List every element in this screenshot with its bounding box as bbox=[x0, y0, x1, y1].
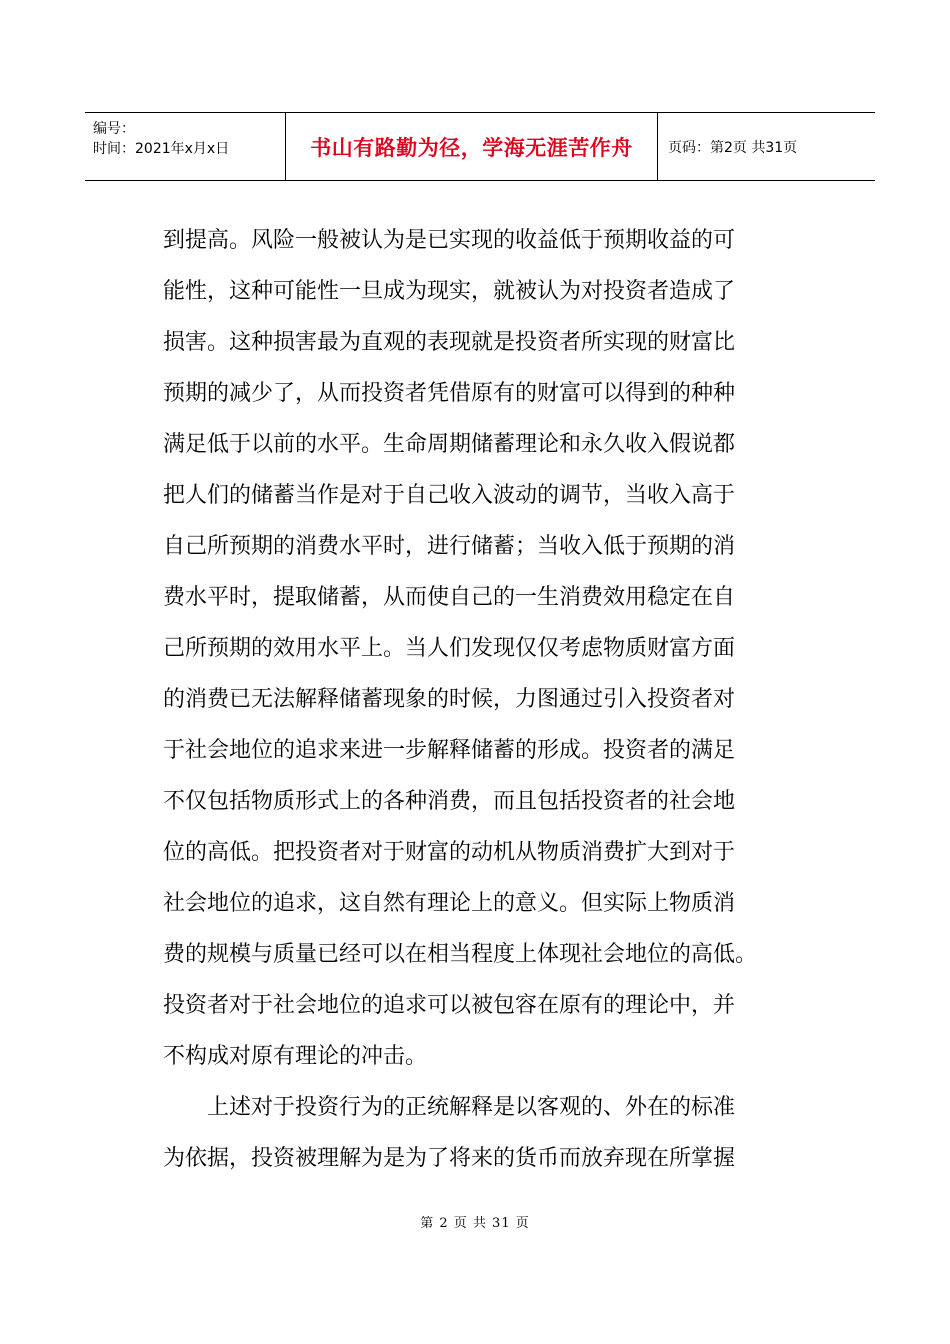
date-label: 时间：2021年x月x日 bbox=[93, 141, 230, 157]
text-line: 自己所预期的消费水平时，进行储蓄；当收入低于预期的消 bbox=[163, 534, 736, 559]
text-line: 把人们的储蓄当作是对于自己收入波动的调节，当收入高于 bbox=[163, 483, 736, 508]
text-line: 的消费已无法解释储蓄现象的时候，力图通过引入投资者对 bbox=[163, 687, 736, 712]
text-line: 满足低于以前的水平。生命周期储蓄理论和永久收入假说都 bbox=[163, 432, 736, 457]
text-line: 预期的减少了，从而投资者凭借原有的财富可以得到的种种 bbox=[163, 381, 736, 406]
header-table bbox=[85, 112, 875, 181]
header-page-info: 页码：第2页 共31页 bbox=[668, 139, 798, 156]
text-line: 为依据，投资被理解为是为了将来的货币而放弃现在所掌握 bbox=[163, 1146, 736, 1171]
number-label: 编号： bbox=[93, 121, 135, 137]
text-line: 费水平时，提取储蓄，从而使自己的一生消费效用稳定在自 bbox=[163, 585, 736, 610]
header-motto: 书山有路勤为径，学海无涯苦作舟 bbox=[286, 113, 658, 180]
text-line: 社会地位的追求，这自然有理论上的意义。但实际上物质消 bbox=[163, 891, 736, 916]
body-text bbox=[163, 215, 803, 1184]
text-line: 己所预期的效用水平上。当人们发现仅仅考虑物质财富方面 bbox=[163, 636, 736, 661]
text-line: 不构成对原有理论的冲击。 bbox=[163, 1044, 428, 1069]
text-line: 到提高。风险一般被认为是已实现的收益低于预期收益的可 bbox=[163, 228, 736, 253]
text-line: 位的高低。把投资者对于财富的动机从物质消费扩大到对于 bbox=[163, 840, 736, 865]
header-meta-cell bbox=[85, 113, 286, 180]
text-line: 费的规模与质量已经可以在相当程度上体现社会地位的高低。 bbox=[163, 942, 758, 967]
paragraph-first-line: 上述对于投资行为的正统解释是以客观的、外在的标准 bbox=[207, 1095, 736, 1120]
text-line: 损害。这种损害最为直观的表现就是投资者所实现的财富比 bbox=[163, 330, 736, 355]
text-line: 投资者对于社会地位的追求可以被包容在原有的理论中，并 bbox=[163, 993, 736, 1018]
page-footer: 第 2 页 共 31 页 bbox=[420, 1216, 530, 1231]
text-line: 能性，这种可能性一旦成为现实，就被认为对投资者造成了 bbox=[163, 279, 736, 304]
text-line: 于社会地位的追求来进一步解释储蓄的形成。投资者的满足 bbox=[163, 738, 736, 763]
text-line: 不仅包括物质形式上的各种消费，而且包括投资者的社会地 bbox=[163, 789, 736, 814]
